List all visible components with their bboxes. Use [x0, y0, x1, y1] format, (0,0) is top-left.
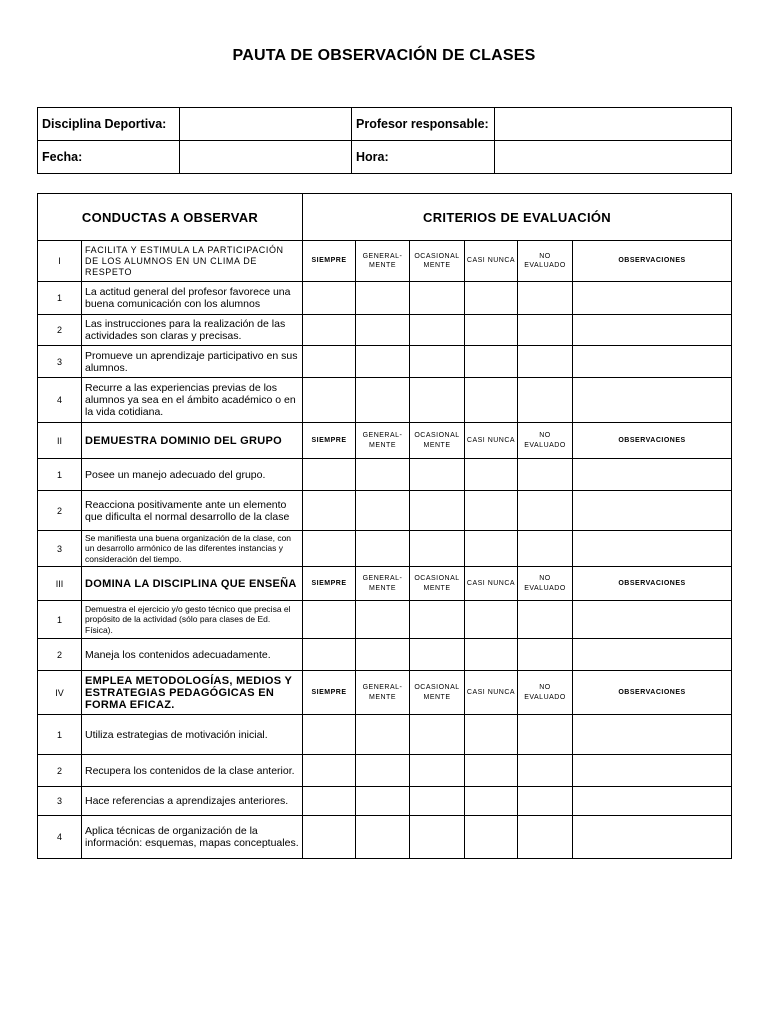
cell-generalmente[interactable] — [356, 491, 410, 531]
cell-observaciones[interactable] — [573, 639, 732, 671]
item-number: 2 — [38, 491, 82, 531]
item-row — [38, 787, 732, 816]
cell-casi_nunca[interactable] — [465, 346, 518, 378]
section-row — [38, 241, 732, 282]
item-number: 2 — [38, 315, 82, 346]
cell-casi_nunca[interactable] — [465, 282, 518, 315]
cell-casi_nunca[interactable] — [465, 715, 518, 755]
disciplina-field[interactable] — [180, 108, 352, 141]
section-number: II — [38, 423, 82, 459]
cell-generalmente[interactable] — [356, 346, 410, 378]
item-row — [38, 601, 732, 639]
cell-siempre[interactable] — [303, 346, 356, 378]
cell-siempre[interactable] — [303, 639, 356, 671]
cell-generalmente[interactable] — [356, 282, 410, 315]
cell-casi_nunca[interactable] — [465, 491, 518, 531]
cell-no_evaluado[interactable] — [518, 601, 573, 639]
cell-siempre[interactable] — [303, 787, 356, 816]
cell-no_evaluado[interactable] — [518, 282, 573, 315]
item-text: Utiliza estrategias de motivación inicial. — [82, 715, 303, 755]
item-text: Las instrucciones para la realización de las actividades son claras y precisas. — [82, 315, 303, 346]
cell-siempre[interactable] — [303, 491, 356, 531]
criteria-no_evaluado: NO EVALUADO — [518, 423, 573, 459]
item-number: 3 — [38, 346, 82, 378]
cell-generalmente[interactable] — [356, 601, 410, 639]
cell-casi_nunca[interactable] — [465, 378, 518, 423]
section-number: III — [38, 567, 82, 601]
section-title: DEMUESTRA DOMINIO DEL GRUPO — [82, 423, 303, 459]
section-row — [38, 671, 732, 715]
item-text: Hace referencias a aprendizajes anteriores. — [82, 787, 303, 816]
item-text: Promueve un aprendizaje participativo en sus alumnos. — [82, 346, 303, 378]
observation-table — [37, 193, 732, 859]
cell-casi_nunca[interactable] — [465, 531, 518, 567]
fecha-label: Fecha: — [38, 141, 180, 174]
section-number: IV — [38, 671, 82, 715]
item-text: Reacciona positivamente ante un elemento que dificulta el normal desarrollo de la clase — [82, 491, 303, 531]
criteria-ocasionalmente: OCASIONAL MENTE — [410, 567, 465, 601]
item-number: 2 — [38, 639, 82, 671]
cell-ocasionalmente[interactable] — [410, 601, 465, 639]
cell-generalmente[interactable] — [356, 531, 410, 567]
hora-label: Hora: — [352, 141, 495, 174]
criteria-observaciones: OBSERVACIONES — [573, 671, 732, 715]
cell-siempre[interactable] — [303, 601, 356, 639]
cell-ocasionalmente[interactable] — [410, 282, 465, 315]
cell-observaciones[interactable] — [573, 459, 732, 491]
cell-observaciones[interactable] — [573, 755, 732, 787]
hora-field[interactable] — [495, 141, 732, 174]
cell-ocasionalmente[interactable] — [410, 315, 465, 346]
criteria-casi_nunca: CASI NUNCA — [465, 671, 518, 715]
cell-no_evaluado[interactable] — [518, 787, 573, 816]
item-text: Recupera los contenidos de la clase anterior. — [82, 755, 303, 787]
cell-ocasionalmente[interactable] — [410, 531, 465, 567]
cell-siempre[interactable] — [303, 715, 356, 755]
criteria-generalmente: GENERAL-MENTE — [356, 241, 410, 282]
item-row — [38, 491, 732, 531]
cell-observaciones[interactable] — [573, 315, 732, 346]
cell-siempre[interactable] — [303, 315, 356, 346]
profesor-field[interactable] — [495, 108, 732, 141]
item-text: Se manifiesta una buena organización de la clase, con un desarrollo armónico de las diferentes instancias y consideración del tiempo. — [82, 531, 303, 567]
cell-siempre[interactable] — [303, 378, 356, 423]
item-text: Maneja los contenidos adecuadamente. — [82, 639, 303, 671]
cell-casi_nunca[interactable] — [465, 787, 518, 816]
cell-ocasionalmente[interactable] — [410, 639, 465, 671]
item-row — [38, 531, 732, 567]
cell-ocasionalmente[interactable] — [410, 459, 465, 491]
item-row — [38, 346, 732, 378]
cell-siempre[interactable] — [303, 755, 356, 787]
criteria-casi_nunca: CASI NUNCA — [465, 241, 518, 282]
criteria-ocasionalmente: OCASIONAL MENTE — [410, 241, 465, 282]
fecha-field[interactable] — [180, 141, 352, 174]
criteria-no_evaluado: NO EVALUADO — [518, 567, 573, 601]
cell-ocasionalmente[interactable] — [410, 816, 465, 859]
cell-observaciones[interactable] — [573, 378, 732, 423]
item-row — [38, 715, 732, 755]
criteria-observaciones: OBSERVACIONES — [573, 241, 732, 282]
item-text: Aplica técnicas de organización de la información: esquemas, mapas conceptuales. — [82, 816, 303, 859]
cell-observaciones[interactable] — [573, 282, 732, 315]
criteria-casi_nunca: CASI NUNCA — [465, 567, 518, 601]
cell-ocasionalmente[interactable] — [410, 491, 465, 531]
section-row — [38, 567, 732, 601]
criteria-no_evaluado: NO EVALUADO — [518, 241, 573, 282]
cell-no_evaluado[interactable] — [518, 531, 573, 567]
criteria-generalmente: GENERAL-MENTE — [356, 423, 410, 459]
cell-no_evaluado[interactable] — [518, 459, 573, 491]
cell-generalmente[interactable] — [356, 755, 410, 787]
cell-no_evaluado[interactable] — [518, 639, 573, 671]
item-number: 2 — [38, 755, 82, 787]
cell-casi_nunca[interactable] — [465, 816, 518, 859]
criteria-observaciones: OBSERVACIONES — [573, 567, 732, 601]
cell-no_evaluado[interactable] — [518, 491, 573, 531]
criteria-ocasionalmente: OCASIONAL MENTE — [410, 671, 465, 715]
cell-casi_nunca[interactable] — [465, 755, 518, 787]
section-title: EMPLEA METODOLOGÍAS, MEDIOS Y ESTRATEGIAS PEDAGÓGICAS EN FORMA EFICAZ. — [82, 671, 303, 715]
item-number: 3 — [38, 531, 82, 567]
page-title: PAUTA DE OBSERVACIÓN DE CLASES — [232, 47, 536, 64]
item-number: 1 — [38, 459, 82, 491]
criteria-no_evaluado: NO EVALUADO — [518, 671, 573, 715]
item-number: 3 — [38, 787, 82, 816]
cell-observaciones[interactable] — [573, 816, 732, 859]
criteria-siempre: SIEMPRE — [303, 671, 356, 715]
cell-siempre[interactable] — [303, 816, 356, 859]
cell-no_evaluado[interactable] — [518, 715, 573, 755]
item-row — [38, 459, 732, 491]
item-text: Demuestra el ejercicio y/o gesto técnico que precisa el propósito de la actividad (sólo para clases de Ed. Física). — [82, 601, 303, 639]
section-row — [38, 423, 732, 459]
criteria-generalmente: GENERAL-MENTE — [356, 671, 410, 715]
criteria-siempre: SIEMPRE — [303, 567, 356, 601]
item-row — [38, 282, 732, 315]
cell-casi_nunca[interactable] — [465, 315, 518, 346]
section-number: I — [38, 241, 82, 282]
cell-generalmente[interactable] — [356, 816, 410, 859]
cell-generalmente[interactable] — [356, 378, 410, 423]
cell-observaciones[interactable] — [573, 601, 732, 639]
cell-siempre[interactable] — [303, 459, 356, 491]
item-row — [38, 639, 732, 671]
cell-observaciones[interactable] — [573, 491, 732, 531]
cell-ocasionalmente[interactable] — [410, 715, 465, 755]
item-row — [38, 755, 732, 787]
item-text: Posee un manejo adecuado del grupo. — [82, 459, 303, 491]
cell-no_evaluado[interactable] — [518, 816, 573, 859]
cell-generalmente[interactable] — [356, 459, 410, 491]
item-number: 4 — [38, 816, 82, 859]
cell-observaciones[interactable] — [573, 531, 732, 567]
section-title: FACILITA Y ESTIMULA LA PARTICIPACIÓN DE LOS ALUMNOS EN UN CLIMA DE RESPETO — [82, 241, 303, 282]
item-text: Recurre a las experiencias previas de los alumnos ya sea en el ámbito académico o en la vida cotidiana. — [82, 378, 303, 423]
item-number: 1 — [38, 601, 82, 639]
item-row — [38, 378, 732, 423]
cell-observaciones[interactable] — [573, 787, 732, 816]
criteria-siempre: SIEMPRE — [303, 241, 356, 282]
section-title: DOMINA LA DISCIPLINA QUE ENSEÑA — [82, 567, 303, 601]
cell-casi_nunca[interactable] — [465, 459, 518, 491]
cell-generalmente[interactable] — [356, 639, 410, 671]
item-number: 1 — [38, 282, 82, 315]
cell-no_evaluado[interactable] — [518, 346, 573, 378]
cell-generalmente[interactable] — [356, 787, 410, 816]
cell-generalmente[interactable] — [356, 715, 410, 755]
info-table — [37, 107, 732, 174]
disciplina-label: Disciplina Deportiva: — [38, 108, 180, 141]
item-row — [38, 315, 732, 346]
cell-casi_nunca[interactable] — [465, 601, 518, 639]
cell-no_evaluado[interactable] — [518, 755, 573, 787]
header-conductas: CONDUCTAS A OBSERVAR — [38, 194, 303, 241]
cell-generalmente[interactable] — [356, 315, 410, 346]
criteria-observaciones: OBSERVACIONES — [573, 423, 732, 459]
cell-observaciones[interactable] — [573, 715, 732, 755]
criteria-generalmente: GENERAL-MENTE — [356, 567, 410, 601]
cell-no_evaluado[interactable] — [518, 378, 573, 423]
cell-ocasionalmente[interactable] — [410, 346, 465, 378]
item-text: La actitud general del profesor favorece una buena comunicación con los alumnos — [82, 282, 303, 315]
item-number: 4 — [38, 378, 82, 423]
cell-ocasionalmente[interactable] — [410, 378, 465, 423]
criteria-siempre: SIEMPRE — [303, 423, 356, 459]
cell-casi_nunca[interactable] — [465, 639, 518, 671]
criteria-ocasionalmente: OCASIONAL MENTE — [410, 423, 465, 459]
cell-ocasionalmente[interactable] — [410, 787, 465, 816]
cell-observaciones[interactable] — [573, 346, 732, 378]
cell-siempre[interactable] — [303, 531, 356, 567]
item-row — [38, 816, 732, 859]
header-criterios: CRITERIOS DE EVALUACIÓN — [303, 194, 732, 241]
cell-ocasionalmente[interactable] — [410, 755, 465, 787]
profesor-label: Profesor responsable: — [352, 108, 495, 141]
cell-no_evaluado[interactable] — [518, 315, 573, 346]
cell-siempre[interactable] — [303, 282, 356, 315]
item-number: 1 — [38, 715, 82, 755]
criteria-casi_nunca: CASI NUNCA — [465, 423, 518, 459]
